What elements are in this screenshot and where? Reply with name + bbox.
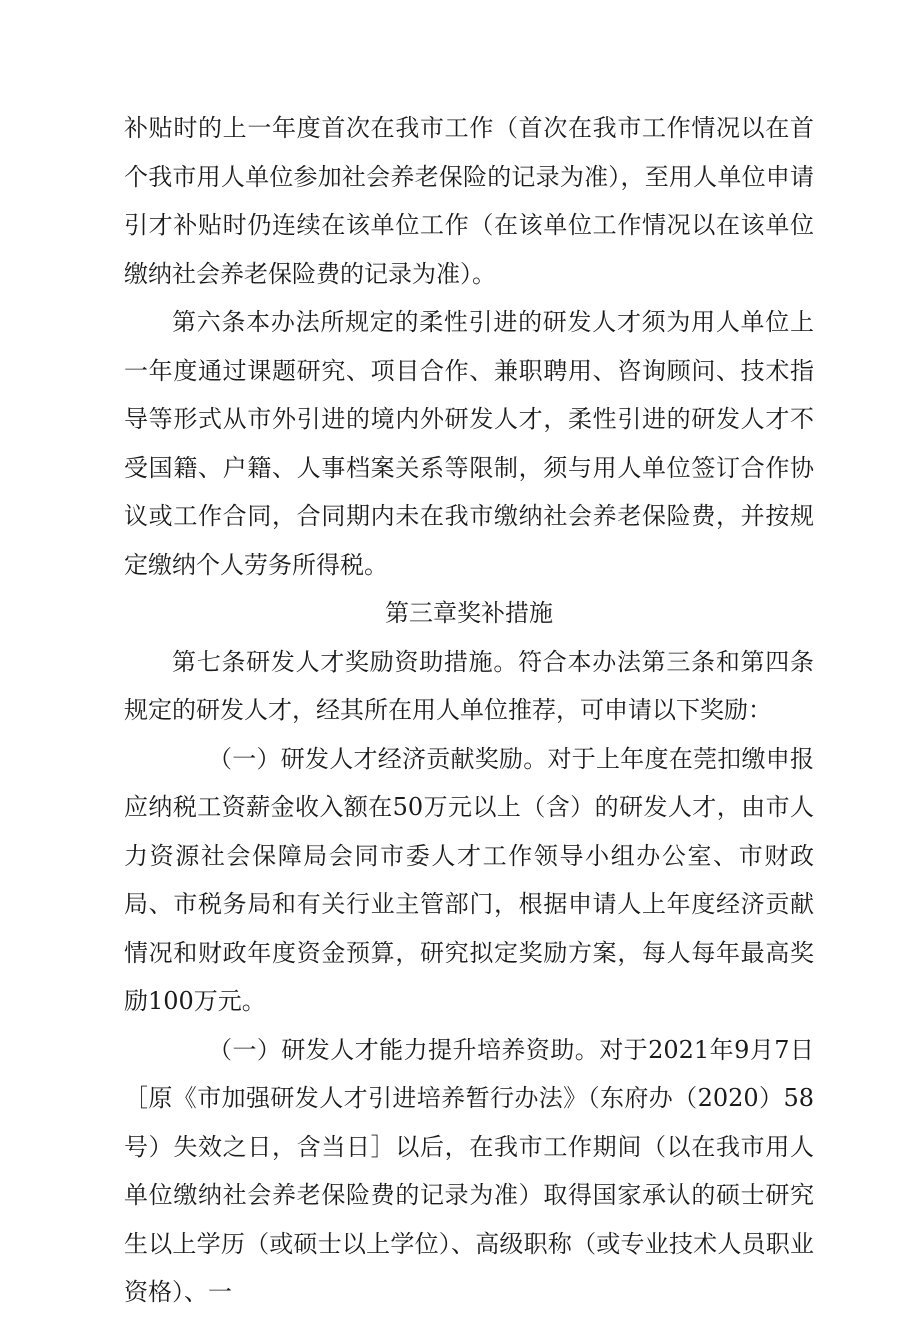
document-body [124, 104, 814, 1317]
paragraph-item-capability-training: （一）研发人才能力提升培养资助。对于2021年9月7日［原《市加强研发人才引进培养暂行办法》（东府办（2020）58号）失效之日，含当日］以后，在我市工作期间（以在我市用人单位缴纳社会养老保险费的记录为准）取得国家承认的硕士研究生以上学历（或硕士以上学位）、高级职称（或专业技术人员职业资格）、一 [124, 1035, 814, 1306]
paragraph-article-7: 第七条研发人才奖励资助措施。符合本办法第三条和第四条规定的研发人才，经其所在用人单位推荐，可申请以下奖励： [124, 647, 814, 724]
paragraph-item-economic-contribution: （一）研发人才经济贡献奖励。对于上年度在莞扣缴申报应纳税工资薪金收入额在50万元以上（含）的研发人才，由市人力资源社会保障局会同市委人才工作领导小组办公室、市财政局、市税务局和有关行业主管部门，根据申请人上年度经济贡献情况和财政年度资金预算，研究拟定奖励方案，每人每年最高奖励100万元。 [124, 744, 814, 1015]
paragraph-article-6: 第六条本办法所规定的柔性引进的研发人才须为用人单位上一年度通过课题研究、项目合作、兼职聘用、咨询顾问、技术指导等形式从市外引进的境内外研发人才，柔性引进的研发人才不受国籍、户籍、人事档案关系等限制，须与用人单位签订合作协议或工作合同，合同期内未在我市缴纳社会养老保险费，并按规定缴纳个人劳务所得税。 [124, 308, 814, 579]
chapter-heading: 第三章奖补措施 [385, 599, 553, 627]
paragraph-continuation: 补贴时的上一年度首次在我市工作（首次在我市工作情况以在首个我市用人单位参加社会养老保险的记录为准），至用人单位申请引才补贴时仍连续在该单位工作（在该单位工作情况以在该单位缴纳社会养老保险费的记录为准）。 [124, 114, 814, 288]
